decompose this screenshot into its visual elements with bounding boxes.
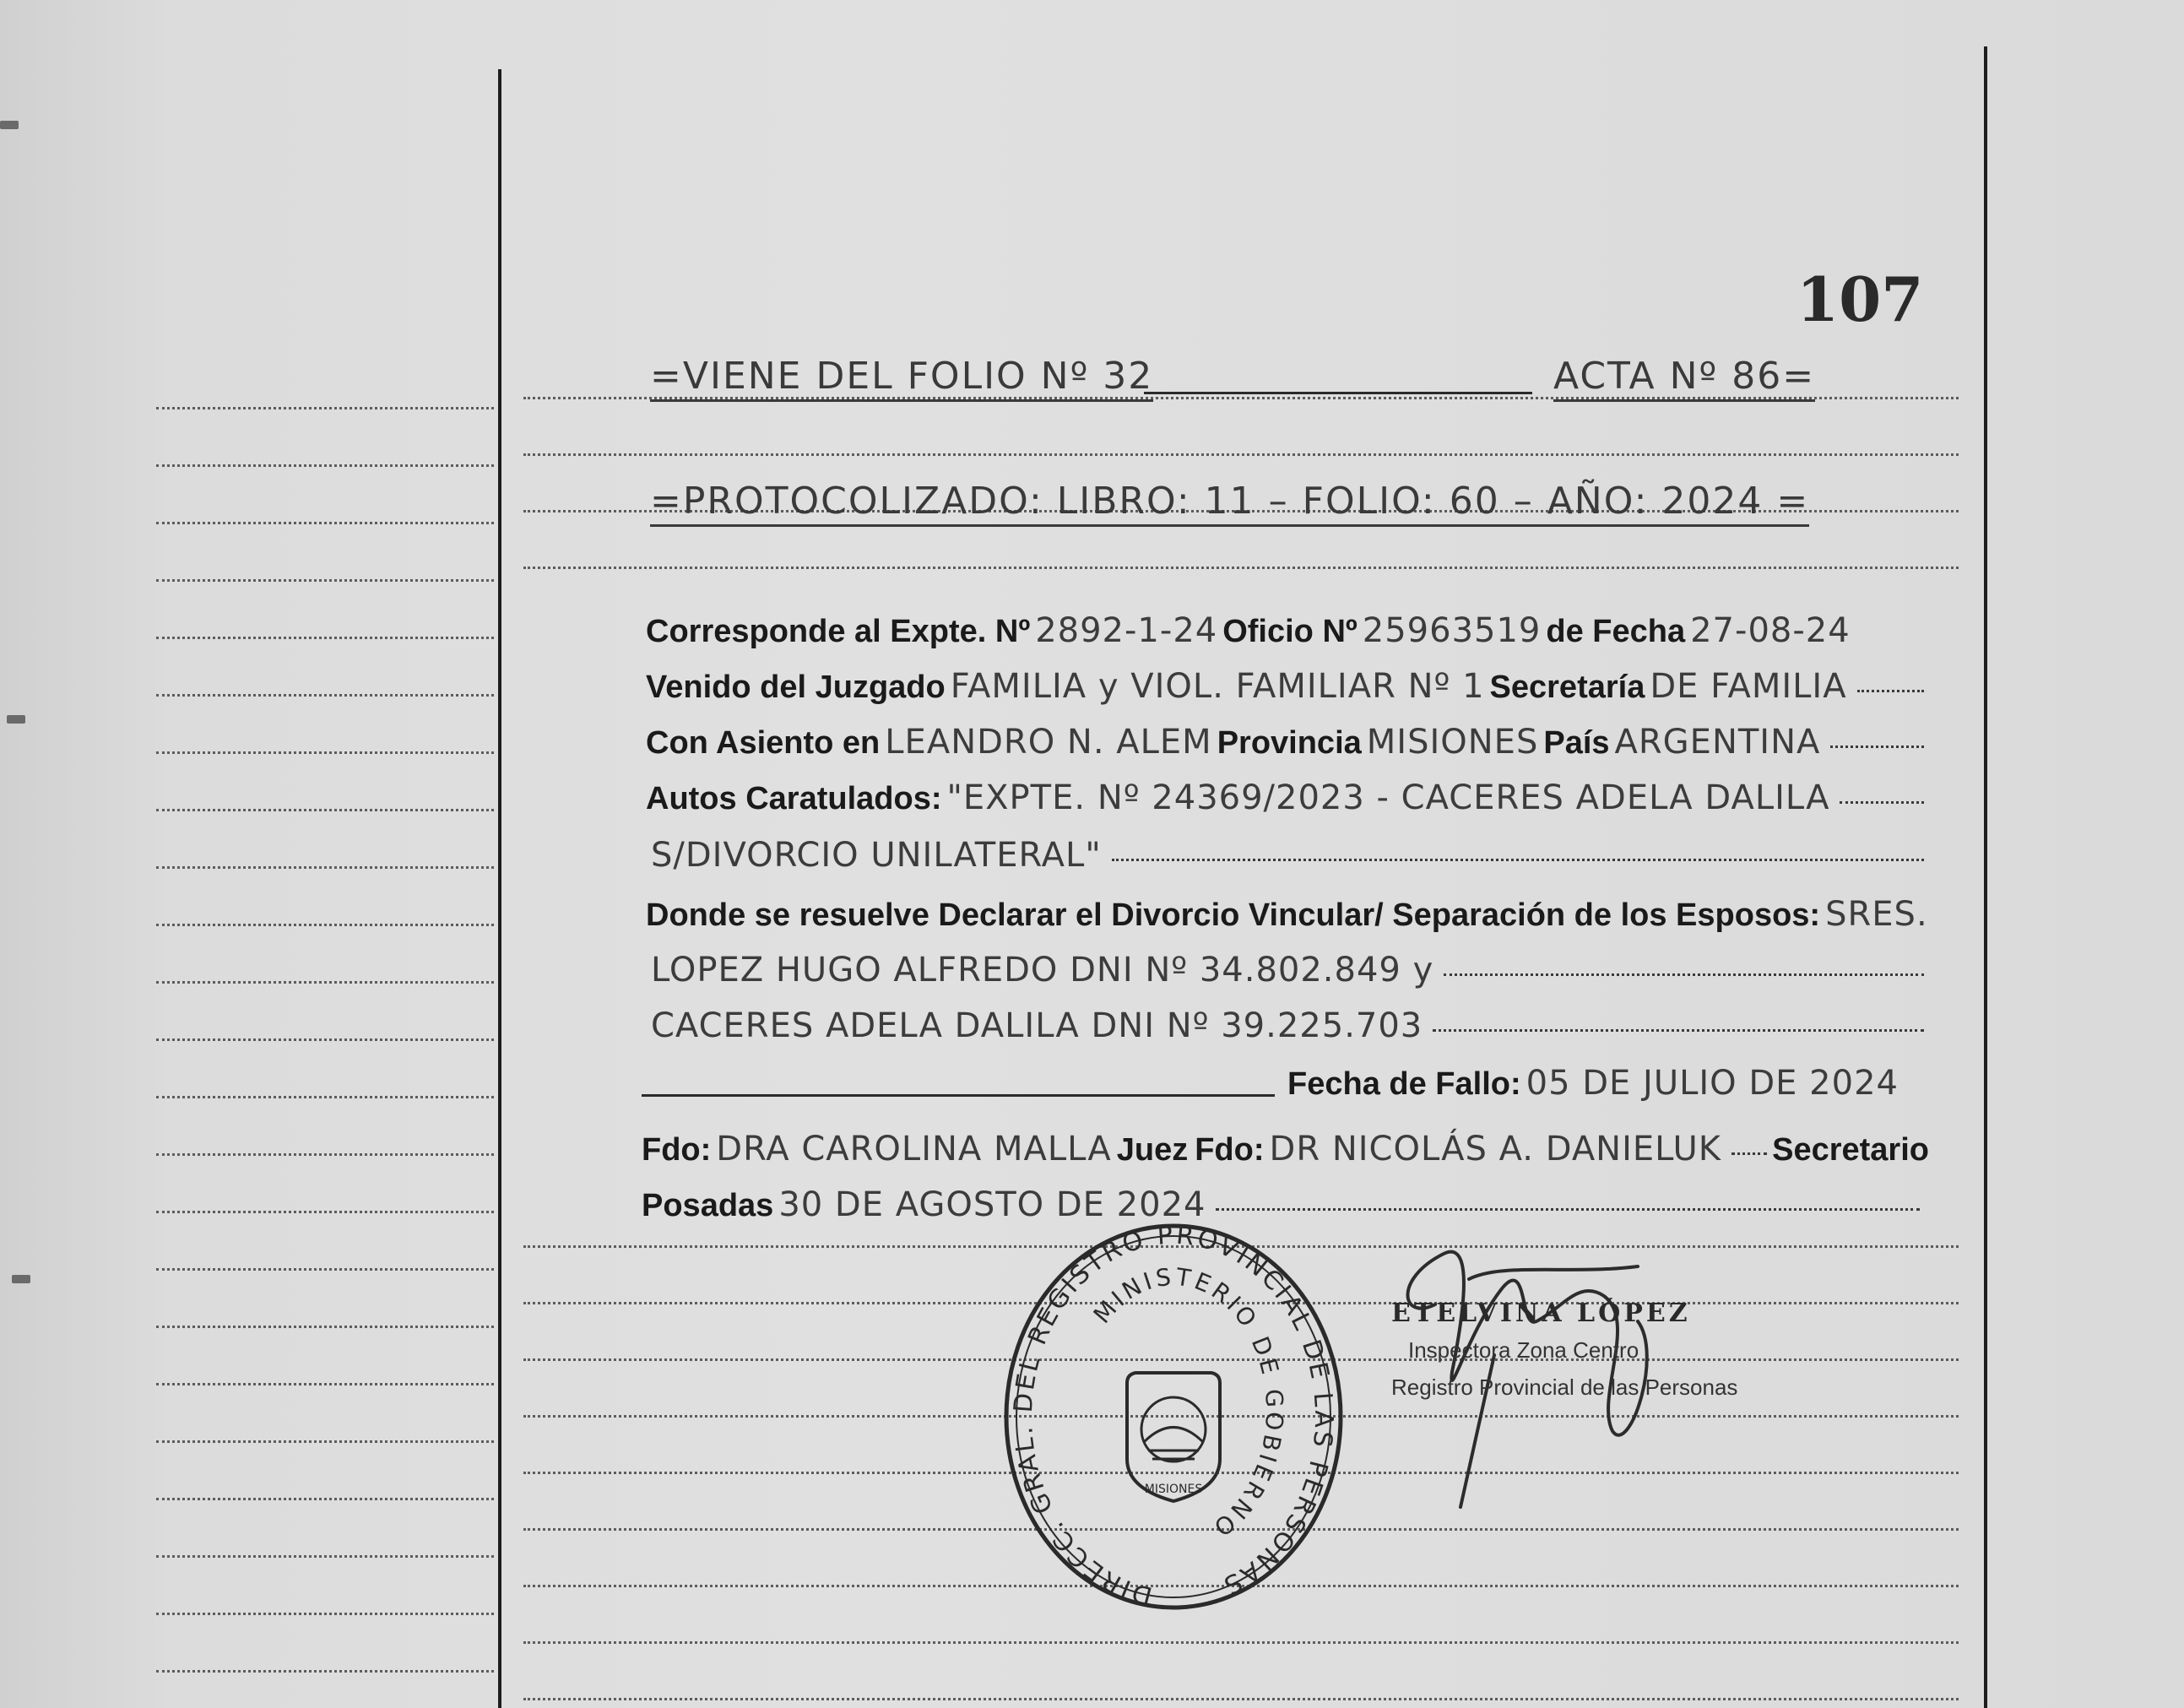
- autos-row-2: [646, 836, 1929, 875]
- juez-label: Juez: [1116, 1132, 1189, 1168]
- asiento-row: [646, 723, 1929, 762]
- asiento-label: Con Asiento en: [646, 725, 881, 761]
- fallo-underline: [642, 1094, 1275, 1097]
- expte-value: 2892-1-24: [1035, 611, 1218, 650]
- ruled-line: [523, 567, 1959, 569]
- ruled-line: [156, 1613, 494, 1615]
- ruled-line: [156, 407, 494, 409]
- ruled-line: [156, 522, 494, 524]
- provincia-value: MISIONES: [1366, 723, 1539, 762]
- ruled-line: [156, 1153, 494, 1156]
- margin-rule: [498, 69, 501, 1708]
- protocolizado-text: =PROTOCOLIZADO: LIBRO: 11 – FOLIO: 60 – AÑO: 2024 =: [650, 480, 1809, 527]
- ruled-line: [523, 1641, 1959, 1644]
- ruled-line: [156, 1555, 494, 1558]
- dotted-fill: [1857, 681, 1924, 692]
- dotted-fill: [1444, 965, 1924, 976]
- dotted-fill: [1830, 737, 1924, 748]
- ruled-line: [156, 1211, 494, 1213]
- ruled-line: [156, 637, 494, 639]
- posadas-label: Posadas: [642, 1188, 774, 1223]
- dotted-fill: [1840, 793, 1924, 804]
- margin-rule: [1984, 46, 1987, 1708]
- pais-value: ARGENTINA: [1614, 723, 1821, 762]
- juzgado-label: Venido del Juzgado: [646, 670, 946, 705]
- fdo-label: Fdo:: [642, 1132, 712, 1168]
- fecha-value: 27-08-24: [1690, 611, 1851, 650]
- stamp-emblem-text: MISIONES: [1144, 1483, 1203, 1496]
- autos-value-line2: S/DIVORCIO UNILATERAL": [651, 836, 1102, 875]
- dotted-fill: [1433, 1021, 1924, 1032]
- viene-del-folio: =VIENE DEL FOLIO Nº 32: [650, 355, 1153, 402]
- resuelve-row: [646, 895, 1929, 934]
- esposo-row: [646, 951, 1929, 990]
- staple-mark: [7, 715, 25, 724]
- resuelve-value: SRES.: [1825, 895, 1928, 934]
- secretaria-label: Secretaría: [1489, 670, 1645, 705]
- ruled-line: [156, 694, 494, 697]
- ruled-line: [156, 1670, 494, 1673]
- ruled-line: [156, 1038, 494, 1041]
- ruled-line: [156, 751, 494, 754]
- header-line: [650, 355, 1153, 402]
- stamp-inner-text: MINISTERIO DE GOBIERNO: [1087, 1262, 1289, 1544]
- pais-label: País: [1543, 725, 1610, 761]
- secretario-label: Secretario: [1772, 1132, 1929, 1168]
- fecha-fallo-label: Fecha de Fallo:: [1287, 1066, 1521, 1102]
- juzgado-value: FAMILIA y VIOL. FAMILIAR Nº 1: [950, 667, 1485, 706]
- signatory-org: Registro Provincial de las Personas: [1391, 1375, 1738, 1400]
- esposa-line: CACERES ADELA DALILA DNI Nº 39.225.703: [651, 1006, 1423, 1045]
- ruled-line: [156, 1268, 494, 1271]
- fecha-fallo-value: 05 DE JULIO DE 2024: [1526, 1064, 1899, 1103]
- signatory-name: ETELVINA LÓPEZ: [1391, 1299, 1691, 1328]
- header-underline: [1144, 392, 1532, 394]
- ruled-line: [156, 1326, 494, 1328]
- ruled-line: [156, 1096, 494, 1098]
- ruled-line: [156, 924, 494, 926]
- expte-row: [646, 611, 1912, 650]
- ruled-line: [156, 464, 494, 467]
- handwritten-signature: [1385, 1228, 1756, 1516]
- staple-mark: [12, 1275, 30, 1283]
- expte-label: Corresponde al Expte. Nº: [646, 614, 1031, 649]
- autos-value-line1: "EXPTE. Nº 24369/2023 - CACERES ADELA DALILA: [946, 778, 1830, 817]
- folio-number: 107: [1797, 263, 1924, 335]
- fecha-label: de Fecha: [1546, 614, 1686, 649]
- dotted-fill: [1731, 1144, 1767, 1155]
- autos-row: [646, 778, 1929, 817]
- secretario-value: DR NICOLÁS A. DANIELUK: [1269, 1130, 1721, 1168]
- resuelve-label: Donde se resuelve Declarar el Divorcio Vincular/ Separación de los Esposos:: [646, 897, 1821, 933]
- juzgado-row: [646, 667, 1929, 706]
- protocolizado-line: [650, 480, 1809, 527]
- acta-line: [1553, 355, 1815, 402]
- juez-value: DRA CAROLINA MALLA: [716, 1130, 1112, 1168]
- acta-number: ACTA Nº 86=: [1553, 355, 1815, 402]
- asiento-value: LEANDRO N. ALEM: [885, 723, 1212, 762]
- autos-label: Autos Caratulados:: [646, 781, 942, 816]
- fdo2-label: Fdo:: [1195, 1132, 1265, 1168]
- ruled-line: [156, 1383, 494, 1385]
- fallo-row: [1287, 1064, 1904, 1103]
- dotted-fill: [1216, 1200, 1920, 1211]
- ruled-line: [156, 1498, 494, 1500]
- secretaria-value: DE FAMILIA: [1650, 667, 1847, 706]
- ruled-line: [523, 453, 1959, 456]
- provincia-label: Provincia: [1217, 725, 1362, 761]
- signatory-role: Inspectora Zona Centro: [1408, 1337, 1639, 1363]
- ruled-line: [156, 866, 494, 869]
- ruled-line: [156, 809, 494, 811]
- ruled-line: [156, 579, 494, 582]
- oficio-label: Oficio Nº: [1222, 614, 1358, 649]
- firmas-row: [642, 1130, 1929, 1168]
- esposo-line: LOPEZ HUGO ALFREDO DNI Nº 34.802.849 y: [651, 951, 1434, 990]
- oficio-value: 25963519: [1362, 611, 1542, 650]
- esposa-row: [646, 1006, 1929, 1045]
- registry-stamp: [1000, 1223, 1347, 1611]
- posadas-row: [642, 1185, 1925, 1224]
- stamp-outer-text: DIRECC. GRAL. DEL REGISTRO PROVINCIAL DE LAS PERSONAS: [1008, 1223, 1339, 1611]
- staple-mark: [0, 121, 19, 129]
- ruled-line: [156, 981, 494, 984]
- ruled-line: [156, 1440, 494, 1443]
- ruled-line: [523, 1698, 1959, 1700]
- svg-text:MINISTERIO DE GOBIERNO: [1088, 1262, 1289, 1543]
- posadas-value: 30 DE AGOSTO DE 2024: [778, 1185, 1206, 1224]
- dotted-fill: [1112, 850, 1924, 861]
